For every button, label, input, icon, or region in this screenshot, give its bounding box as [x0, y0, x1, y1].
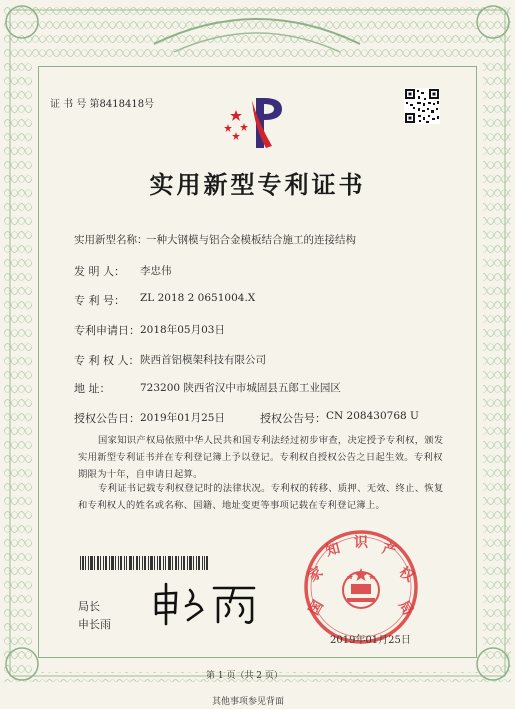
svg-text:权: 权	[395, 564, 417, 586]
grant-date-value: 2019年01月25日	[140, 412, 225, 424]
inventor-value: 李忠伟	[140, 265, 172, 277]
address-label: 地 址：	[74, 382, 111, 395]
paragraph-legal-status: 专利证书记载专利权登记时的法律状况。专利权的转移、质押、无效、终止、恢复和专利权人的姓名或名称、国籍、地址变更等事项记载在专利登记簿上。	[78, 483, 444, 511]
svg-text:知: 知	[324, 540, 342, 560]
filing-date-label: 专利申请日：	[74, 324, 140, 337]
svg-text:国: 国	[306, 597, 327, 619]
director-title: 局长	[78, 600, 100, 613]
filing-date-value: 2018年05月03日	[140, 324, 225, 336]
inventor-label: 发 明 人：	[74, 265, 125, 278]
back-note: 其他事项参见背面	[212, 697, 285, 707]
patentee-label: 专 利 权 人：	[74, 354, 140, 367]
name-label: 实用新型名称：	[74, 234, 148, 246]
page-indicator: 第 1 页（共 2 页）	[206, 671, 283, 681]
grant-no-label: 授权公告号：	[260, 412, 326, 425]
grant-no-value: CN 208430768 U	[326, 410, 419, 422]
seal-date: 2019年01月25日	[330, 635, 411, 646]
barcode	[80, 556, 208, 570]
svg-text:局: 局	[395, 597, 416, 619]
patent-no-label: 专 利 号：	[74, 294, 125, 307]
paragraph-grant: 国家知识产权局依照中华人民共和国专利法经过初步审查，决定授予专利权，颁发实用新型专利证书并在专利登记簿上予以登记。专利权自授权公告之日起生效。专利权期限为十年，自申请日起算。	[78, 435, 444, 480]
patentee-value: 陕西首铝模架科技有限公司	[140, 354, 266, 366]
patent-no-value: ZL 2018 2 0651004.X	[140, 292, 256, 304]
director-name: 申长雨	[78, 618, 111, 631]
handwritten-signature	[150, 580, 262, 626]
qr-code	[404, 88, 440, 124]
certificate-title: 实用新型专利证书	[149, 170, 366, 199]
svg-text:识: 识	[354, 535, 368, 551]
grant-date-label: 授权公告日：	[74, 412, 140, 425]
certificate-number: 证 书 号 第8418418号	[50, 99, 155, 110]
svg-text:家: 家	[305, 564, 327, 586]
name-value: 一种大钢模与铝合金模板结合施工的连接结构	[146, 234, 356, 246]
official-seal	[302, 528, 420, 646]
cnipa-logo	[222, 92, 294, 152]
address-value: 723200 陕西省汉中市城固县五郎工业园区	[140, 382, 341, 394]
svg-text:产: 产	[380, 540, 398, 560]
